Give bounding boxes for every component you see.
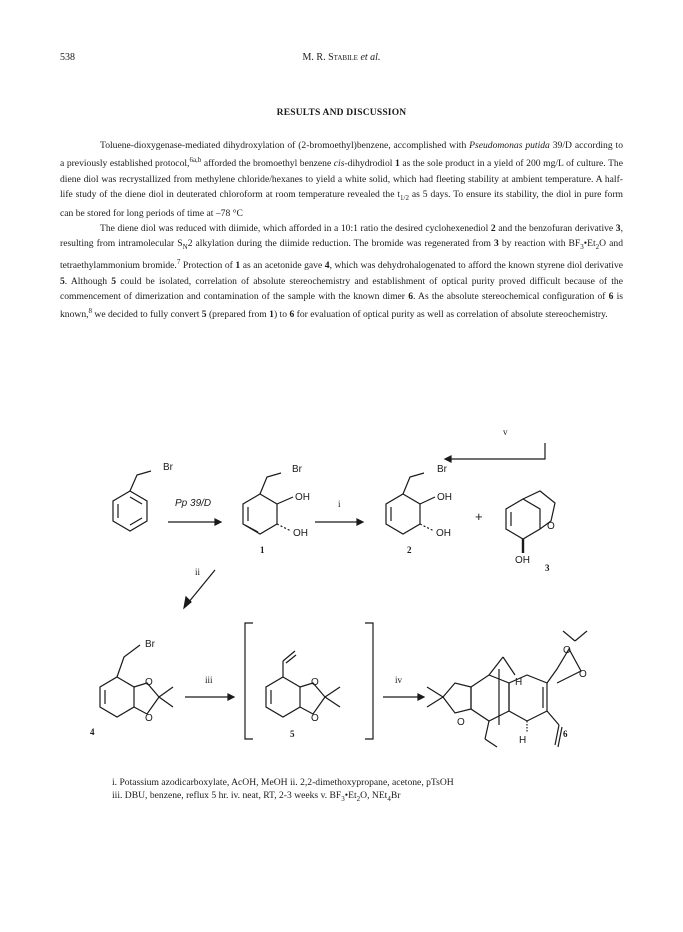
compound-2-number: 2 [407,545,412,555]
svg-text:Br: Br [292,464,302,475]
scheme-legend [112,776,582,806]
compound-1-number: 1 [260,545,265,555]
legend-line-2: iii. DBU, benzene, reflux 5 hr. iv. neat, RT, 2-3 weeks v. $BF_3•Et_2O$, NEt$_4$Br [112,790,401,803]
compound-6-number: 6 [563,729,568,739]
compound-5 [266,651,340,739]
svg-text:O: O [311,713,319,724]
legend-line-1: i. Potassium azodicarboxylate, AcOH, MeOH ii. 2,2-dimethoxypropane, acetone, pTsOH [112,777,454,788]
svg-text:OH: OH [293,528,308,539]
svg-text:O: O [579,669,587,680]
svg-text:O: O [547,521,555,532]
svg-text:OH: OH [436,528,451,539]
page-number: 538 [60,52,75,63]
running-title [60,52,623,63]
reagent-mark-iv: iv [395,675,403,685]
paragraph-1: Toluene-dioxygenase-mediated dihydroxylation of (2-bromoethyl)benzene, accomplished with Pseudomonas putida 39/D according to a previously established protocol,$^{6a,b}$ afforded the bromoethyl benzene cis-dihydrodiol 1 as the sole product in a yield of 200 mg/L of culture. The diene diol was recrystallized from methylene chloride/hexanes to yield a white solid, which had fleeting stability at ambient temperature. A half-life study of the diene diol in deuterated chloroform at room temperature revealed the $t_{1/2}$ as 5 days. To ensure its stability, the diol in pure form can be stored for long periods of time at –78 °C [60,140,624,219]
svg-text:H: H [515,677,523,688]
reagent-mark-ii: ii [195,567,201,577]
running-header [60,52,623,66]
compound-1 [243,464,310,555]
author-initials: M. R. [302,52,326,63]
reagent-mark-v: v [503,427,508,437]
svg-text:O: O [563,645,571,656]
paragraph-2: The diene diol was reduced with diimide, which afforded in a 10:1 ratio the desired cyclohexenediol 2 and the benzofuran derivative 3, resulting from intramolecular $S_N2$ alkylation during the diimide reduction. The bromide was regenerated from 3 by reaction with $BF_3•Et_2O$ and tetraethylammonium bromide.$^7$ Protection of 1 as an acetonide gave 4, which was dehydrohalogenated to afford the known styrene diol derivative 5. Although 5 could be isolated, correlation of absolute stereochemistry and establishment of optical purity proved difficult because of the commencement of dimerization and contamination of the sample with the known dimer 6. As the absolute stereochemical configuration of 6 is known,$^8$ we decided to fully convert 5 (prepared from 1) to 6 for evaluation of optical purity as well as correlation of absolute stereochemistry. [60,223,623,321]
svg-text:O: O [457,717,465,728]
compound-3-number: 3 [545,563,550,573]
svg-text:Br: Br [437,464,447,475]
reaction-scheme [85,425,605,770]
starting-material [113,462,174,531]
br-label: Br [163,462,173,473]
compound-2 [386,464,452,555]
reagent-mark-iii: iii [205,675,213,685]
svg-text:OH: OH [515,555,530,566]
svg-text:O: O [311,677,319,688]
reagent-mark-i: i [338,499,341,509]
body-text [60,138,623,323]
svg-text:O: O [145,713,153,724]
section-heading: RESULTS AND DISCUSSION [276,108,407,118]
compound-4 [90,639,173,737]
compound-6 [427,631,587,751]
compound-5-number: 5 [290,729,295,739]
svg-text:Br: Br [145,639,155,650]
svg-text:O: O [145,677,153,688]
svg-text:OH: OH [295,492,310,503]
svg-text:H: H [519,735,527,746]
plus-sign: + [475,509,483,524]
compound-3 [506,491,555,573]
author-surname: Stabile [328,52,358,63]
svg-text:OH: OH [437,492,452,503]
author-suffix: et al. [360,52,381,63]
compound-4-number: 4 [90,727,95,737]
pp-label: Pp 39/D [175,498,212,509]
